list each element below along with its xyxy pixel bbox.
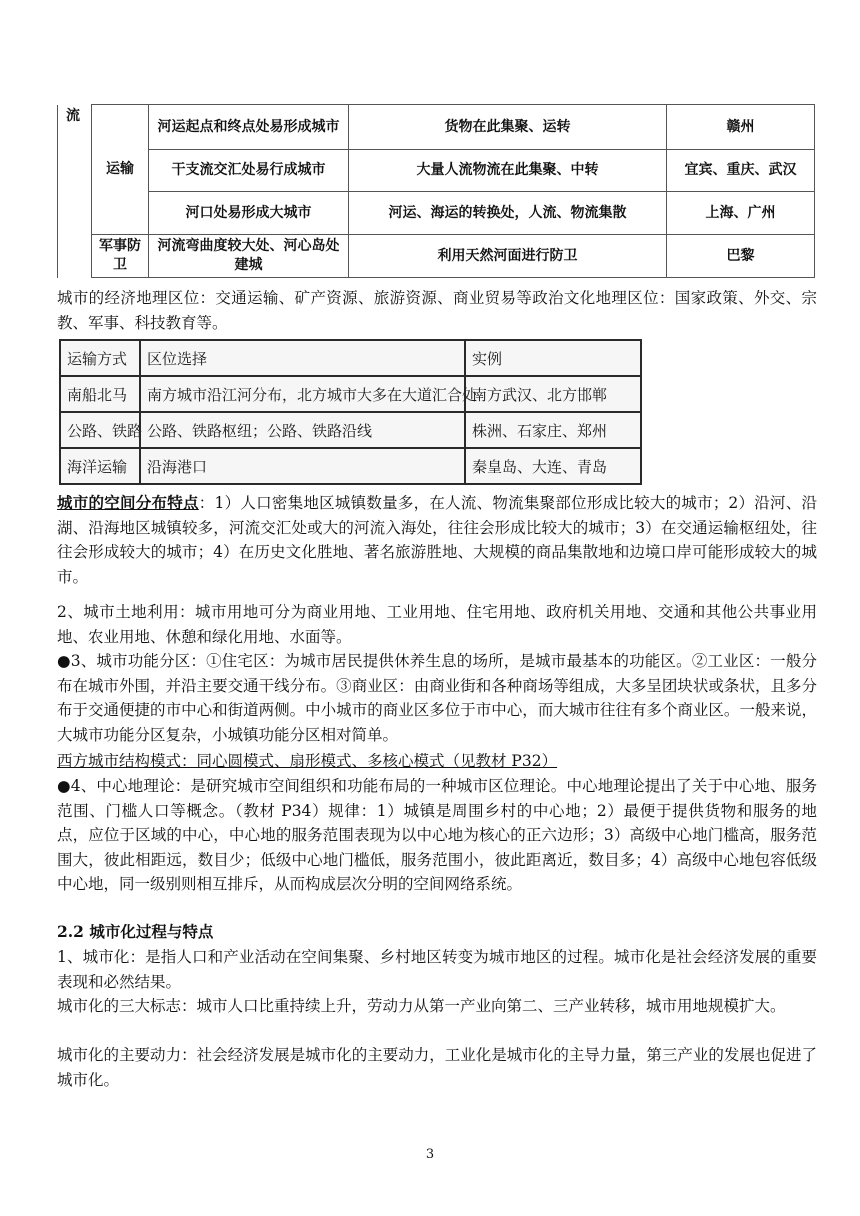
table-row — [58, 235, 815, 278]
table-cell: 南方城市沿江河分布，北方城市大多在大道汇合处 — [147, 385, 478, 404]
table-cell: 公路、铁路 — [67, 421, 143, 440]
western-model-text: 西方城市结构模式：同心圆模式、扇形模式、多核心模式（见教材 P32） — [57, 752, 558, 770]
western-model-line — [57, 749, 817, 774]
reason-cell: 货物在此集聚、运转 — [349, 105, 667, 150]
condition-cell: 河流弯曲度较大处、河心岛处建城 — [149, 235, 349, 278]
table-row — [61, 449, 640, 483]
page-number: 3 — [425, 1147, 435, 1162]
section-heading: 2.2 城市化过程与特点 — [57, 922, 214, 941]
example-cell: 宜宾、重庆、武汉 — [667, 150, 815, 192]
central-place-paragraph: ●4、中心地理论：是研究城市空间组织和功能布局的一种城市区位理论。中心地理论提出了关于中心地、服务范围、门槛人口等概念。（教材 P34）规律：1）城镇是周围乡村的中心地；2）最便于提供货物和服务的地点，应位于区域的中心，中心地的服务范围表现为以中心地为核心的正六边形；3）高级中心地门槛高，服务范围大，彼此相距远，数目少；低级中心地门槛低，服务范围小，彼此距离近，数目多；4）高级中心地包容低级中心地，同一级别则相互排斥，从而构成层次分明的空间网络系统。 — [57, 777, 817, 893]
transport-location-table — [57, 104, 815, 278]
table-cell: 南方武汉、北方邯郸 — [472, 385, 608, 404]
land-use-paragraph: 2、城市土地利用：城市用地可分为商业用地、工业用地、住宅用地、政府机关用地、交通和其他公共事业用地、农业用地、休憩和绿化用地、水面等。 — [57, 603, 817, 646]
reason-cell: 大量人流物流在此集聚、中转 — [349, 150, 667, 192]
urbanization-paragraph: 1、城市化：是指人口和产业活动在空间集聚、乡村地区转变为城市地区的过程。城市化是社会经济发展的重要表现和必然结果。 — [57, 948, 817, 991]
header-cell: 区位选择 — [147, 349, 208, 368]
table-row — [61, 413, 640, 449]
military-cell: 军事防卫 — [92, 235, 149, 278]
table-row — [58, 150, 815, 192]
economic-location-paragraph: 城市的经济地理区位：交通运输、矿产资源、旅游资源、商业贸易等政治文化地理区位：国家政策、外交、宗教、军事、科技教育等。 — [57, 289, 817, 332]
table-row — [61, 377, 640, 413]
header-cell: 运输方式 — [67, 349, 128, 368]
spatial-distribution-body: ：1）人口密集地区城镇数量多，在人流、物流集聚部位形成比较大的城市；2）沿河、沿湖、沿海地区城镇较多，河流交汇处或大的河流入海处，往往会形成比较大的城市；3）在交通运输枢纽处，往往会形成较大的城市；4）在历史文化胜地、著名旅游胜地、大规模的商品集散地和边境口岸可能形成较大的城市。 — [57, 494, 817, 586]
example-cell: 巴黎 — [667, 235, 815, 278]
spatial-distribution-paragraph — [57, 491, 817, 589]
category-cell: 流 — [58, 105, 92, 278]
transport-cell: 运输 — [92, 105, 149, 235]
reason-cell: 河运、海运的转换处，人流、物流集散 — [349, 192, 667, 235]
condition-cell: 河口处易形成大城市 — [149, 192, 349, 235]
example-cell: 上海、广州 — [667, 192, 815, 235]
functional-zones-paragraph: ●3、城市功能分区：①住宅区：为城市居民提供休养生息的场所，是城市最基本的功能区。②工业区：一般分布在城市外围，并沿主要交通干线分布。③商业区：由商业街和各种商场等组成，大多呈团块状或条状，且多分布于交通便捷的市中心和街道两侧。中小城市的商业区多位于市中心，而大城市往往有多个商业区。一般来说，大城市功能分区复杂，小城镇功能分区相对简单。 — [57, 652, 817, 744]
table-row — [61, 341, 640, 377]
table-row — [58, 192, 815, 235]
table-cell: 株洲、石家庄、郑州 — [472, 421, 608, 440]
urbanization-drivers-paragraph: 城市化的主要动力：社会经济发展是城市化的主要动力，工业化是城市化的主导力量，第三产业的发展也促进了城市化。 — [57, 1046, 817, 1089]
example-cell: 赣州 — [667, 105, 815, 150]
urbanization-signs-paragraph: 城市化的三大标志：城市人口比重持续上升，劳动力从第一产业向第二、三产业转移，城市用地规模扩大。 — [57, 997, 786, 1015]
transport-mode-table — [59, 339, 642, 485]
spatial-distribution-title: 城市的空间分布特点 — [57, 493, 199, 512]
reason-cell: 利用天然河面进行防卫 — [349, 235, 667, 278]
header-cell: 实例 — [472, 349, 503, 368]
condition-cell: 河运起点和终点处易形成城市 — [149, 105, 349, 150]
table-cell: 海洋运输 — [67, 457, 128, 476]
table-cell: 秦皇岛、大连、青岛 — [472, 457, 608, 476]
condition-cell: 干支流交汇处易行成城市 — [149, 150, 349, 192]
table-cell: 南船北马 — [67, 385, 128, 404]
table-row — [58, 105, 815, 150]
table-cell: 公路、铁路枢纽；公路、铁路沿线 — [147, 421, 373, 440]
table-cell: 沿海港口 — [147, 457, 208, 476]
